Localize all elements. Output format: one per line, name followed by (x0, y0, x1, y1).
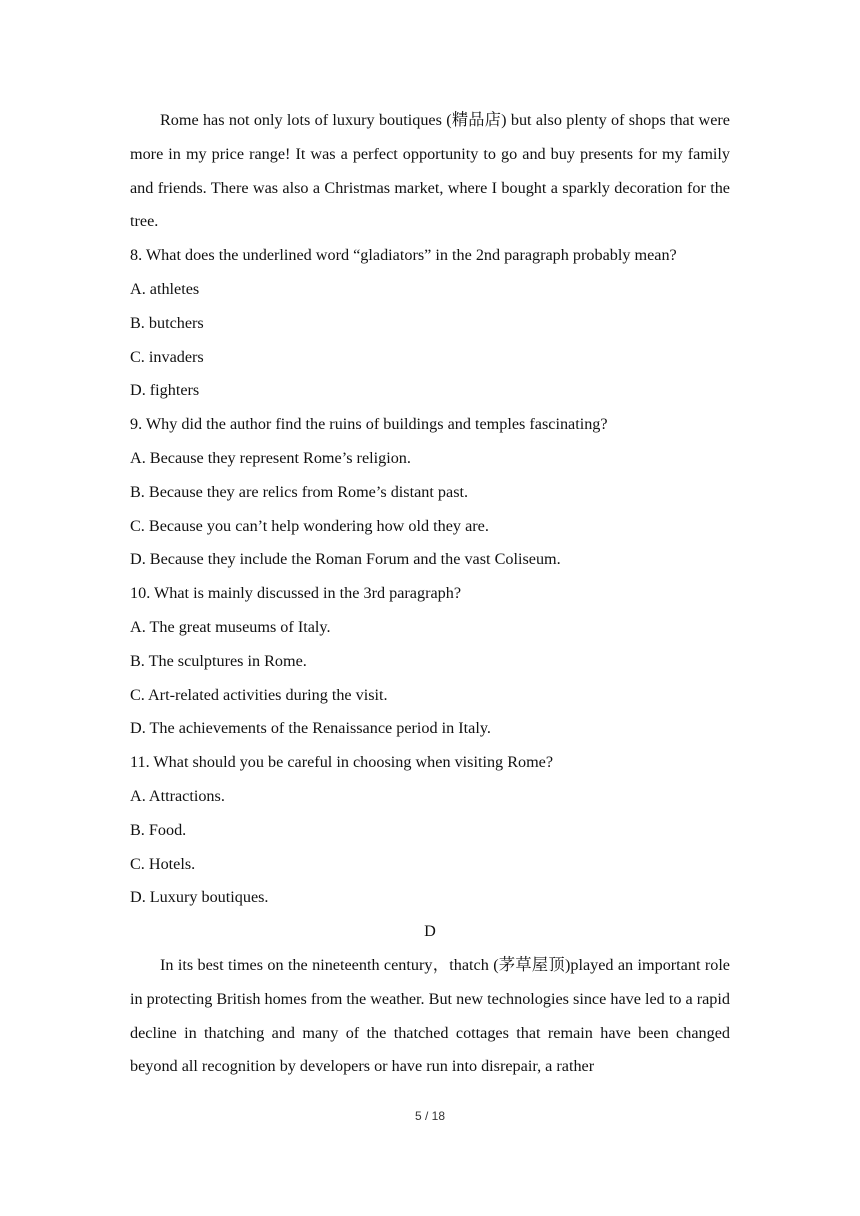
question-9 (130, 408, 730, 577)
answer-option: B. Food. (130, 820, 187, 839)
answer-option: C. Art-related activities during the visit. (130, 685, 388, 704)
question-stem: 8. What does the underlined word “gladiators” in the 2nd paragraph probably mean? (130, 246, 677, 265)
passage-paragraph-rome: Rome has not only lots of luxury boutiques (精品店) but also plenty of shops that were more in my price range! It was a perfect opportunity to go and buy presents for my family and friends. There was also a Christmas market, where I bought a sparkly decoration for the tree. (130, 111, 730, 231)
answer-option: C. Because you can’t help wondering how old they are. (130, 516, 489, 535)
answer-option: C. Hotels. (130, 854, 196, 873)
answer-option: D. Because they include the Roman Forum and the vast Coliseum. (130, 550, 561, 569)
document-body (130, 104, 730, 1084)
answer-option: D. fighters (130, 381, 200, 400)
answer-option: A. Attractions. (130, 786, 225, 805)
answer-option: B. Because they are relics from Rome’s distant past. (130, 482, 469, 501)
passage-paragraph-thatch: In its best times on the nineteenth century，thatch (茅草屋顶)played an important role in protecting British homes from the weather. But new technologies since have led to a rapid decline in thatching and many of the thatched cottages that remain have been changed beyond all recognition by developers or have run into disrepair, a rather (130, 955, 730, 1076)
answer-option: D. The achievements of the Renaissance period in Italy. (130, 719, 491, 738)
answer-option: D. Luxury boutiques. (130, 888, 269, 907)
answer-option: A. The great museums of Italy. (130, 617, 331, 636)
answer-option: C. invaders (130, 347, 204, 366)
question-stem: 11. What should you be careful in choosing when visiting Rome? (130, 753, 554, 772)
question-11 (130, 746, 730, 915)
answer-option: B. The sculptures in Rome. (130, 651, 307, 670)
page-number: 5 / 18 (414, 1109, 446, 1123)
question-10 (130, 577, 730, 746)
section-heading: D (424, 922, 436, 941)
answer-option: B. butchers (130, 313, 204, 332)
answer-option: A. athletes (130, 279, 200, 298)
question-stem: 10. What is mainly discussed in the 3rd paragraph? (130, 584, 462, 603)
question-stem: 9. Why did the author find the ruins of buildings and temples fascinating? (130, 415, 608, 434)
question-8 (130, 239, 730, 408)
answer-option: A. Because they represent Rome’s religion. (130, 448, 411, 467)
